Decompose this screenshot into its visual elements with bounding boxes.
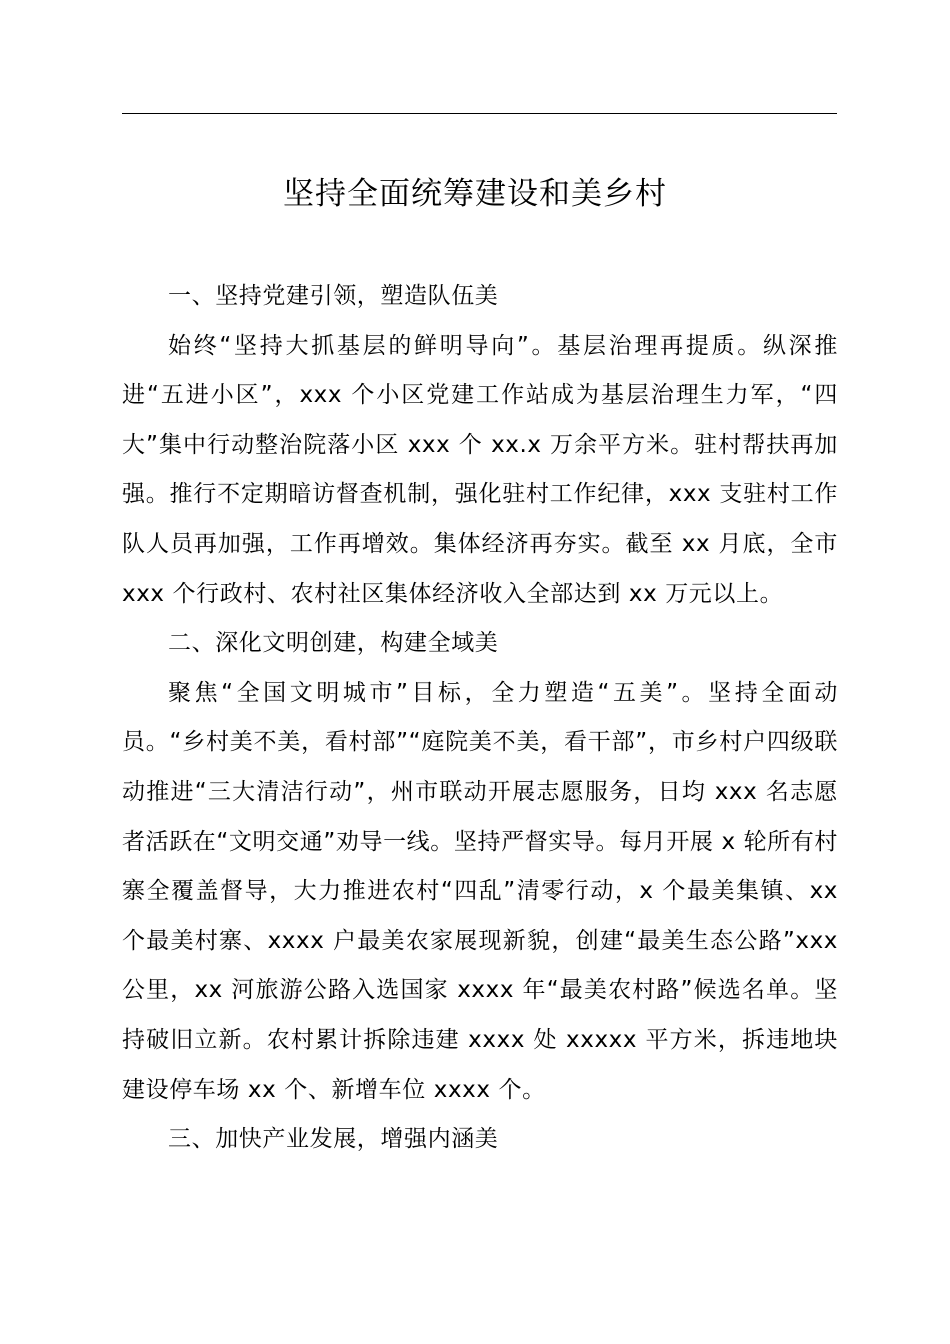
document-title: 坚持全面统筹建设和美乡村 [283, 176, 667, 212]
header-rule [122, 113, 837, 114]
document-body [122, 272, 838, 1165]
section-heading-2: 二、深化文明创建，构建全域美 [168, 630, 499, 657]
section-heading-1: 一、坚持党建引领，塑造队伍美 [168, 283, 499, 309]
section-paragraph-2: 聚焦“全国文明城市”目标，全力塑造“五美”。坚持全面动员。“乡村美不美，看村部”“庭院美不美，看干部”，市乡村户四级联动推进“三大清洁行动”，州市联动开展志愿服务，日均 xxx 名志愿者活跃在“文明交通”劝导一线。坚持严督实导。每月开展 x 轮所有村寨全覆盖督导，大力推进农村“四乱”清零行动，x 个最美集镇、xx 个最美村寨、xxxx 户最美农家展现新貌，创建“最美生态公路”xxx 公里，xx 河旅游公路入选国家 xxxx 年“最美农村路”候选名单。坚持破旧立新。农村累计拆除违建 xxxx 处 xxxxx 平方米，拆违地块建设停车场 xx 个、新增车位 xxxx 个。 [122, 679, 838, 1103]
section-paragraph-1: 始终“坚持大抓基层的鲜明导向”。基层治理再提质。纵深推进“五进小区”，xxx 个小区党建工作站成为基层治理生力军，“四大”集中行动整治院落小区 xxx 个 xx.x 万余平方米。驻村帮扶再加强。推行不定期暗访督查机制，强化驻村工作纪律，xxx 支驻村工作队人员再加强，工作再增效。集体经济再夯实。截至 xx 月底，全市 xxx 个行政村、农村社区集体经济收入全部达到 xx 万元以上。 [122, 332, 838, 607]
section-heading-3: 三、加快产业发展，增强内涵美 [168, 1126, 499, 1153]
